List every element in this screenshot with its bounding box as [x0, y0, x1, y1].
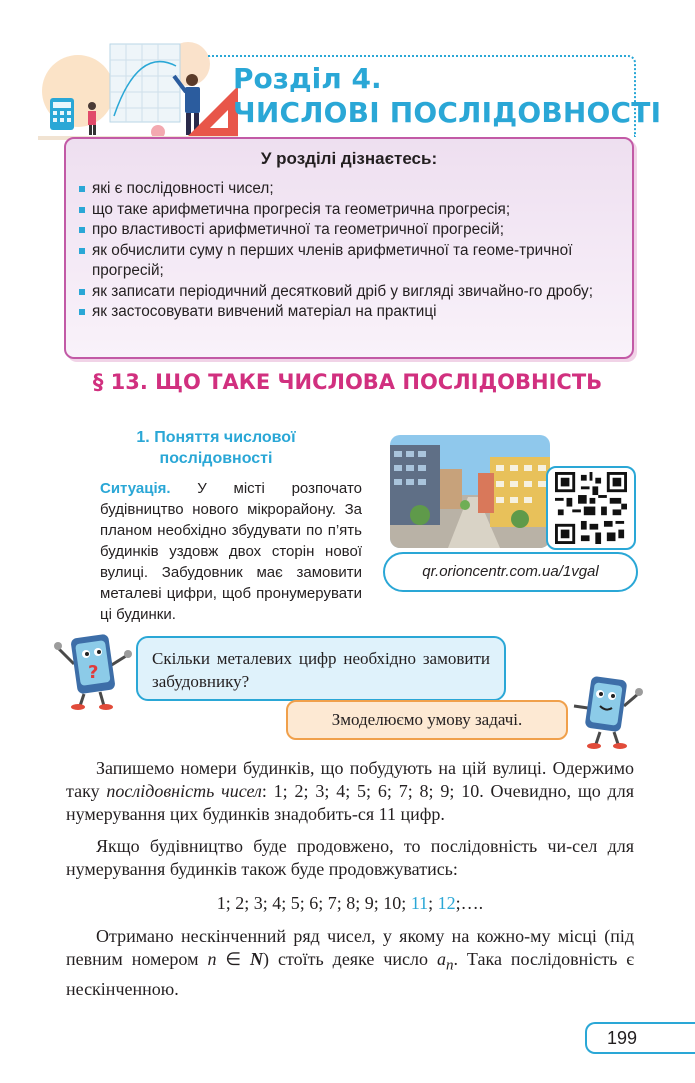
math-subscript-n: n [445, 958, 454, 975]
svg-text:?: ? [88, 662, 99, 683]
text-run: ) стоїть деяке число [263, 949, 437, 970]
chapter-goals-heading: У розділі дізнаєтесь: [260, 149, 438, 168]
goal-item [78, 282, 626, 303]
text-run: Запишемо номери будинків, що побудують на цій вулиці. Одержимо таку [66, 758, 634, 802]
goal-item [78, 302, 626, 323]
chapter-title: ЧИСЛОВІ ПОСЛІДОВНОСТІ [233, 96, 662, 129]
sequence-numbers: 1; 2; 3; 4; 5; 6; 7; 8; 9; 10; [216, 893, 411, 914]
paragraph [66, 757, 634, 827]
street-photo [390, 435, 550, 548]
goal-item [78, 220, 626, 241]
sequence-end: ;…. [455, 893, 484, 914]
question-bubble: Скільки металевих цифр необхідно замовити забудовнику? [136, 636, 506, 701]
robot-answer-icon [572, 672, 644, 750]
goal-item-text: які є послідовності чисел; [92, 180, 274, 197]
situation-label: Ситуація. [100, 480, 171, 497]
goal-item [78, 179, 626, 200]
goal-item [78, 200, 626, 221]
answer-bubble: Змоделюємо умову задачі. [286, 700, 568, 740]
sequence-number-11: 11 [410, 893, 429, 914]
qr-link[interactable]: qr.orioncentr.com.ua/1vgal [383, 552, 638, 592]
page-number: 199 [585, 1022, 695, 1054]
sequence-separator: ; [428, 893, 438, 914]
sequence-number-12: 12 [437, 893, 456, 914]
goal-item-text: про властивості арифметичної та геометричної прогресій; [92, 221, 504, 238]
chapter-goals-box [64, 137, 634, 359]
text-run: . Така послідовність є нескінченною. [66, 949, 634, 1000]
paragraph [66, 925, 634, 1001]
math-n: n [207, 949, 217, 970]
text-run: Отримано нескінченний ряд чисел, у якому на кожно-му місці (під певним номером [66, 926, 634, 970]
text-run: : 1; 2; 3; 4; 5; 6; 7; 8; 9; 10. Очевидно, що для нумерування цих будинків знадобить-ся 11 цифр. [66, 781, 634, 825]
goal-item-text: як обчислити суму n перших членів арифметичної та геоме-тричної прогресій; [92, 241, 573, 279]
paragraph: Якщо будівництво буде продовжено, то послідовність чи-сел для нумерування будинків також буде продовжуватись: [66, 835, 634, 879]
math-a: a [436, 949, 446, 970]
robot-question-icon [54, 626, 134, 710]
math-N: N [250, 949, 264, 970]
section-title: § 13. ЩО ТАКЕ ЧИСЛОВА ПОСЛІДОВНІСТЬ [92, 370, 603, 394]
chapter-number: Розділ 4. [233, 62, 382, 95]
qr-code-icon[interactable] [554, 472, 628, 544]
goal-item-text: що таке арифметична прогресія та геометрична прогресія; [92, 200, 511, 218]
main-text [66, 757, 634, 1001]
term: послідовність чисел [106, 781, 262, 802]
math-in: ∈ [216, 949, 251, 970]
goal-item-text: як застосовувати вивчений матеріал на практиці [92, 303, 437, 320]
sequence-line [66, 892, 634, 915]
chapter-goals-list [78, 179, 626, 323]
goal-item [78, 241, 626, 282]
subsection-heading: 1. Поняття числової послідовності [136, 429, 296, 467]
situation-text: У місті розпочато будівництво нового мікрорайону. За планом необхідно збудувати по п’ять будинків уздовж двох сторін нової вулиці. Забудовник має замовити металеві цифри, щоб пронумерувати ці будинки. [100, 480, 362, 623]
situation-paragraph [100, 478, 362, 625]
goal-item-text: як записати періодичний десятковий дріб у вигляді звичайно-го дробу; [92, 282, 593, 300]
